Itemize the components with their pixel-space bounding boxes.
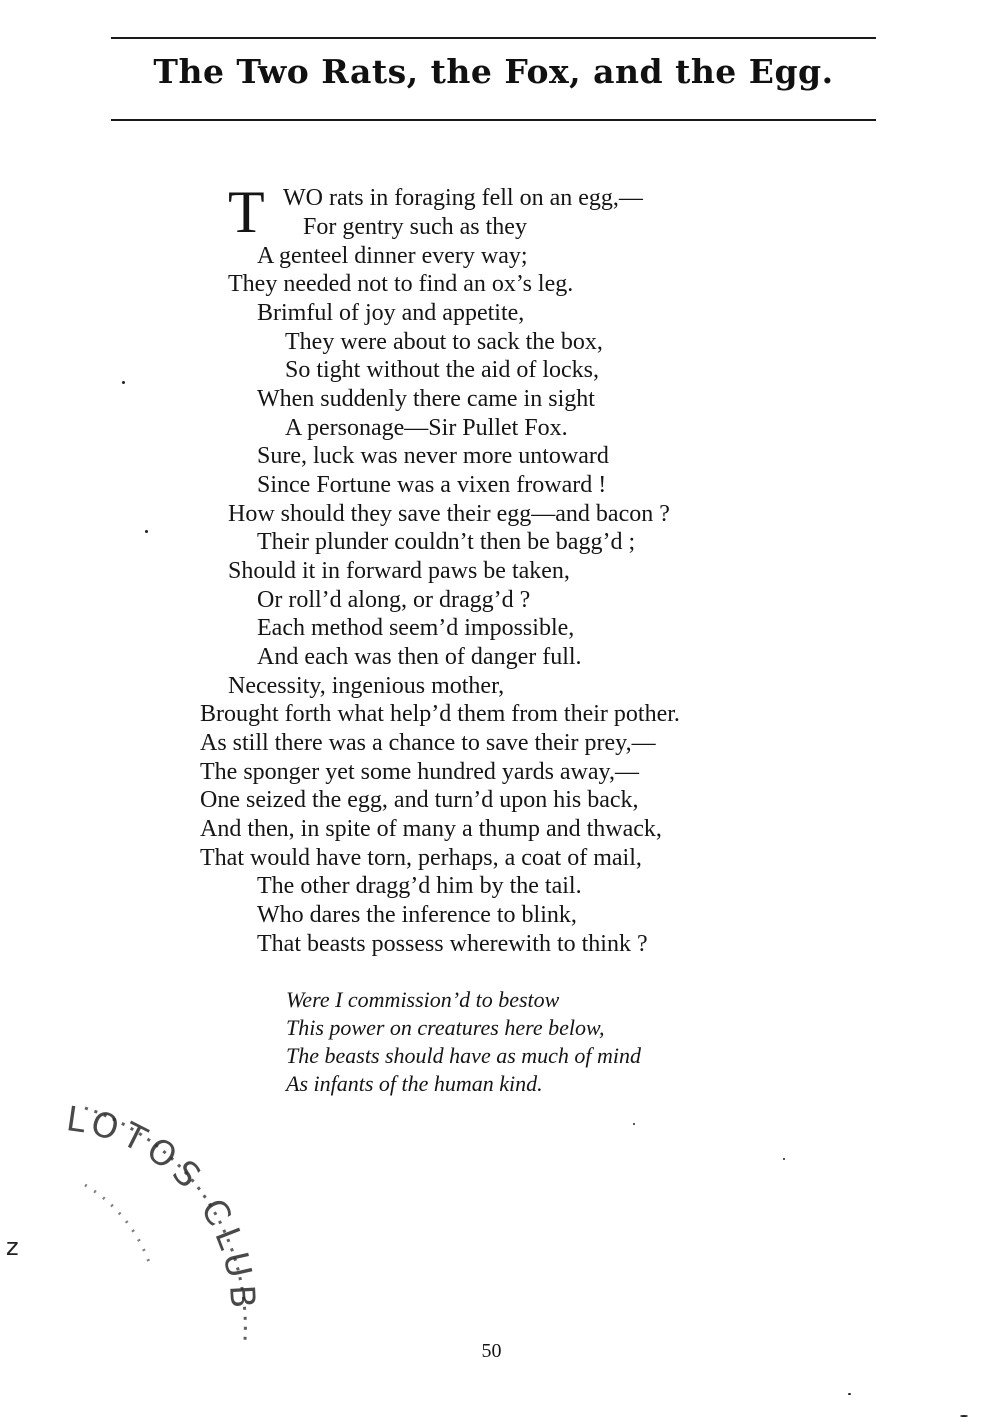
print-speck — [633, 1123, 635, 1125]
poem-line: WO rats in foraging fell on an egg,— — [283, 185, 643, 211]
poem-line: So tight without the aid of locks, — [285, 357, 599, 383]
poem-line: One seized the egg, and turn’d upon his back, — [200, 787, 639, 813]
poem-line: They needed not to find an ox’s leg. — [228, 271, 574, 297]
poem-line: As still there was a chance to save their prey,— — [200, 730, 656, 756]
moral-line: As infants of the human kind. — [286, 1071, 543, 1096]
poem-line: For gentry such as they — [303, 214, 527, 240]
moral-line: This power on creatures here below, — [286, 1015, 605, 1040]
poem-line: That beasts possess wherewith to think ? — [257, 931, 648, 957]
poem-line: Sure, luck was never more untoward — [257, 443, 609, 469]
drop-cap: T — [228, 179, 265, 245]
poem-line: Each method seem’d impossible, — [257, 615, 575, 641]
moral-line: Were I commission’d to bestow — [286, 987, 560, 1012]
print-speck — [783, 1158, 785, 1160]
poem-line: Who dares the inference to blink, — [257, 902, 577, 928]
poem-line: That would have torn, perhaps, a coat of mail, — [200, 845, 642, 871]
poem-line: Their plunder couldn’t then be bagg’d ; — [257, 529, 636, 555]
svg-text:z: z — [6, 1233, 19, 1261]
poem-line: They were about to sack the box, — [285, 329, 603, 355]
poem-line: Since Fortune was a vixen froward ! — [257, 472, 607, 498]
print-speck — [848, 1393, 851, 1395]
svg-text:LOTOS CLUB: LOTOS CLUB — [63, 1099, 263, 1316]
poem-line: A genteel dinner every way; — [257, 243, 528, 269]
page-number: 50 — [481, 1340, 502, 1362]
poem-line: Brought forth what help’d them from their pother. — [200, 701, 680, 727]
print-speck — [122, 381, 125, 384]
moral-line: The beasts should have as much of mind — [286, 1043, 642, 1068]
poem-line: Necessity, ingenious mother, — [228, 673, 505, 699]
page-title: The Two Rats, the Fox, and the Egg. — [153, 52, 834, 91]
print-speck — [145, 530, 148, 533]
poem-line: Should it in forward paws be taken, — [228, 558, 570, 584]
poem-line: The sponger yet some hundred yards away,— — [200, 759, 639, 785]
poem-line: Or roll’d along, or dragg’d ? — [257, 587, 531, 613]
poem-line: And each was then of danger full. — [257, 644, 582, 670]
library-stamp-image — [0, 1090, 300, 1350]
poem-line: And then, in spite of many a thump and thwack, — [200, 816, 662, 842]
poem-line: When suddenly there came in sight — [257, 386, 595, 412]
poem-line: Brimful of joy and appetite, — [257, 300, 525, 326]
poem-line: The other dragg’d him by the tail. — [257, 873, 582, 899]
poem-line: A personage—Sir Pullet Fox. — [285, 415, 568, 441]
print-speck — [960, 1415, 968, 1417]
bottom-rule — [111, 119, 876, 121]
poem-line: How should they save their egg—and bacon ? — [228, 501, 670, 527]
top-rule — [111, 37, 876, 39]
